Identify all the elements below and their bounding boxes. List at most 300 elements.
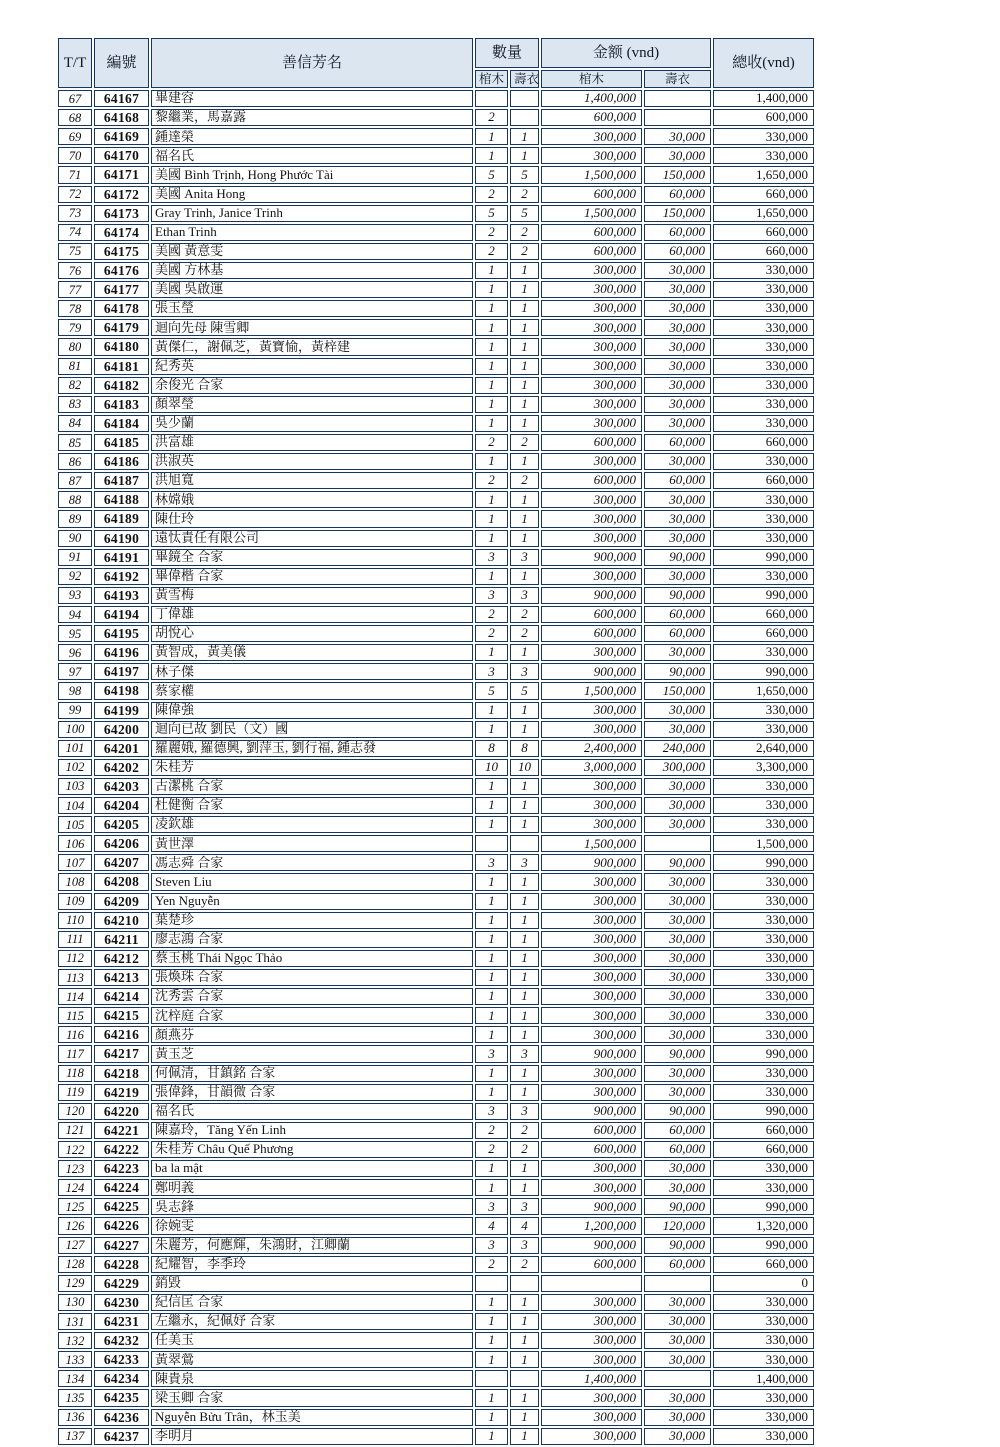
row-index-cell: 81: [58, 358, 92, 375]
qty-coffin-cell: 1: [475, 1332, 508, 1349]
table-row: [58, 549, 814, 566]
table-row: [58, 262, 814, 279]
qty-shroud-cell: 2: [510, 1122, 539, 1139]
qty-coffin-cell: 3: [475, 1198, 508, 1215]
amt-shroud-cell: 30,000: [644, 873, 711, 890]
qty-coffin-cell: 1: [475, 128, 508, 145]
donor-name-cell: 美國 方林基: [151, 262, 473, 279]
row-index-cell: 97: [58, 663, 92, 680]
amt-coffin-cell: 600,000: [541, 243, 642, 260]
donor-code-cell: 64199: [94, 702, 149, 719]
donor-name-cell: 黃世澤: [151, 835, 473, 852]
qty-shroud-cell: [510, 835, 539, 852]
row-index-cell: 132: [58, 1332, 92, 1349]
donor-code-cell: 64202: [94, 759, 149, 776]
qty-coffin-cell: 1: [475, 262, 508, 279]
qty-shroud-cell: 3: [510, 549, 539, 566]
amt-shroud-cell: 60,000: [644, 434, 711, 451]
total-cell: 990,000: [713, 1045, 814, 1062]
table-row: [58, 988, 814, 1005]
row-index-cell: 75: [58, 243, 92, 260]
qty-coffin-cell: 1: [475, 1389, 508, 1406]
amt-coffin-cell: 300,000: [541, 797, 642, 814]
amt-coffin-cell: 1,500,000: [541, 166, 642, 183]
amt-coffin-cell: [541, 1275, 642, 1292]
table-row: [58, 166, 814, 183]
donor-code-cell: 64222: [94, 1141, 149, 1158]
total-cell: 330,000: [713, 797, 814, 814]
qty-coffin-cell: 1: [475, 1409, 508, 1426]
amt-coffin-cell: 300,000: [541, 568, 642, 585]
donor-code-cell: 64175: [94, 243, 149, 260]
qty-shroud-cell: 1: [510, 644, 539, 661]
row-index-cell: 94: [58, 606, 92, 623]
table-row: [58, 205, 814, 222]
qty-coffin-cell: 1: [475, 1294, 508, 1311]
table-row: [58, 1370, 814, 1387]
qty-shroud-cell: 1: [510, 510, 539, 527]
donor-name-cell: 畢偉楷 合家: [151, 568, 473, 585]
amt-coffin-cell: 300,000: [541, 778, 642, 795]
table-row: [58, 1007, 814, 1024]
total-cell: 990,000: [713, 1237, 814, 1254]
qty-coffin-cell: 1: [475, 912, 508, 929]
amt-coffin-cell: 300,000: [541, 530, 642, 547]
table-row: [58, 453, 814, 470]
donor-code-cell: 64190: [94, 530, 149, 547]
amt-shroud-cell: 30,000: [644, 893, 711, 910]
col-header-tt: T/T: [58, 38, 92, 88]
amt-shroud-cell: 30,000: [644, 1294, 711, 1311]
amt-coffin-cell: 300,000: [541, 816, 642, 833]
donor-code-cell: 64207: [94, 854, 149, 871]
row-index-cell: 116: [58, 1026, 92, 1043]
amt-shroud-cell: 30,000: [644, 300, 711, 317]
donor-name-cell: Nguyễn Bửu Trân，林玉美: [151, 1409, 473, 1426]
row-index-cell: 85: [58, 434, 92, 451]
qty-shroud-cell: 3: [510, 587, 539, 604]
total-cell: 330,000: [713, 128, 814, 145]
table-row: [58, 491, 814, 508]
donor-name-cell: 葉楚珍: [151, 912, 473, 929]
donor-code-cell: 64205: [94, 816, 149, 833]
amt-coffin-cell: 1,400,000: [541, 90, 642, 107]
qty-shroud-cell: 1: [510, 1409, 539, 1426]
table-row: [58, 510, 814, 527]
qty-shroud-cell: 1: [510, 912, 539, 929]
row-index-cell: 100: [58, 721, 92, 738]
donor-name-cell: 鄭明義: [151, 1179, 473, 1196]
total-cell: 330,000: [713, 281, 814, 298]
table-row: [58, 1313, 814, 1330]
qty-shroud-cell: 1: [510, 1007, 539, 1024]
qty-shroud-cell: 2: [510, 224, 539, 241]
total-cell: 330,000: [713, 568, 814, 585]
amt-shroud-cell: 30,000: [644, 950, 711, 967]
row-index-cell: 101: [58, 740, 92, 757]
donor-name-cell: 古潔桃 合家: [151, 778, 473, 795]
donor-name-cell: 蔡家權: [151, 682, 473, 699]
amt-shroud-cell: 30,000: [644, 1332, 711, 1349]
amt-coffin-cell: 300,000: [541, 1160, 642, 1177]
qty-shroud-cell: 1: [510, 338, 539, 355]
table-row: [58, 224, 814, 241]
qty-shroud-cell: 1: [510, 415, 539, 432]
table-row: [58, 912, 814, 929]
amt-shroud-cell: 240,000: [644, 740, 711, 757]
donor-code-cell: 64181: [94, 358, 149, 375]
row-index-cell: 102: [58, 759, 92, 776]
table-row: [58, 300, 814, 317]
amt-shroud-cell: [644, 835, 711, 852]
qty-shroud-cell: 1: [510, 147, 539, 164]
total-cell: 990,000: [713, 854, 814, 871]
row-index-cell: 110: [58, 912, 92, 929]
amt-shroud-cell: [644, 90, 711, 107]
qty-coffin-cell: 1: [475, 300, 508, 317]
total-cell: 1,400,000: [713, 90, 814, 107]
donor-code-cell: 64169: [94, 128, 149, 145]
table-row: [58, 663, 814, 680]
row-index-cell: 73: [58, 205, 92, 222]
qty-shroud-cell: [510, 1370, 539, 1387]
amt-coffin-cell: 300,000: [541, 644, 642, 661]
qty-shroud-cell: 1: [510, 1084, 539, 1101]
table-row: [58, 568, 814, 585]
donor-code-cell: 64237: [94, 1428, 149, 1445]
amt-shroud-cell: 30,000: [644, 568, 711, 585]
qty-coffin-cell: 1: [475, 147, 508, 164]
row-index-cell: 128: [58, 1256, 92, 1273]
amt-coffin-cell: 300,000: [541, 1332, 642, 1349]
table-row: [58, 1045, 814, 1062]
amt-shroud-cell: 30,000: [644, 1389, 711, 1406]
donor-name-cell: 馮志舜 合家: [151, 854, 473, 871]
donor-name-cell: 李明月: [151, 1428, 473, 1445]
donor-code-cell: 64182: [94, 377, 149, 394]
amt-coffin-cell: 900,000: [541, 1045, 642, 1062]
qty-shroud-cell: 2: [510, 472, 539, 489]
donor-code-cell: 64224: [94, 1179, 149, 1196]
donation-ledger-table: [56, 36, 816, 1447]
total-cell: 1,650,000: [713, 166, 814, 183]
donor-code-cell: 64232: [94, 1332, 149, 1349]
total-cell: 330,000: [713, 1084, 814, 1101]
total-cell: 660,000: [713, 1256, 814, 1273]
donor-name-cell: 洪富雄: [151, 434, 473, 451]
donor-code-cell: 64203: [94, 778, 149, 795]
amt-shroud-cell: 30,000: [644, 281, 711, 298]
row-index-cell: 112: [58, 950, 92, 967]
qty-coffin-cell: 1: [475, 1179, 508, 1196]
donor-code-cell: 64214: [94, 988, 149, 1005]
qty-shroud-cell: 1: [510, 721, 539, 738]
total-cell: 330,000: [713, 931, 814, 948]
table-row: [58, 1351, 814, 1368]
donor-name-cell: 羅麗娥, 羅德興, 劉萍玉, 劉行福, 鍾志發: [151, 740, 473, 757]
total-cell: 330,000: [713, 702, 814, 719]
total-cell: 330,000: [713, 1007, 814, 1024]
qty-shroud-cell: 1: [510, 568, 539, 585]
amt-coffin-cell: 300,000: [541, 1065, 642, 1082]
table-row: [58, 893, 814, 910]
total-cell: 660,000: [713, 186, 814, 203]
total-cell: 330,000: [713, 415, 814, 432]
total-cell: 330,000: [713, 530, 814, 547]
donor-code-cell: 64193: [94, 587, 149, 604]
table-row: [58, 1256, 814, 1273]
donor-name-cell: 黃雪梅: [151, 587, 473, 604]
amt-shroud-cell: 150,000: [644, 205, 711, 222]
table-row: [58, 186, 814, 203]
total-cell: 660,000: [713, 224, 814, 241]
table-row: [58, 1237, 814, 1254]
amt-shroud-cell: 30,000: [644, 1007, 711, 1024]
col-header-total: 總收(vnd): [713, 38, 814, 88]
qty-coffin-cell: 2: [475, 1122, 508, 1139]
amt-shroud-cell: 30,000: [644, 912, 711, 929]
donor-name-cell: 紀秀英: [151, 358, 473, 375]
donor-code-cell: 64177: [94, 281, 149, 298]
amt-shroud-cell: 300,000: [644, 759, 711, 776]
table-row: [58, 377, 814, 394]
qty-shroud-cell: 3: [510, 1045, 539, 1062]
row-index-cell: 126: [58, 1217, 92, 1234]
total-cell: 990,000: [713, 1103, 814, 1120]
amt-coffin-cell: 300,000: [541, 1026, 642, 1043]
amt-coffin-cell: 1,500,000: [541, 682, 642, 699]
total-cell: 330,000: [713, 262, 814, 279]
table-row: [58, 644, 814, 661]
amt-shroud-cell: 30,000: [644, 510, 711, 527]
total-cell: 1,500,000: [713, 835, 814, 852]
donor-name-cell: ba la mật: [151, 1160, 473, 1177]
donor-code-cell: 64185: [94, 434, 149, 451]
table-row: [58, 1332, 814, 1349]
qty-coffin-cell: [475, 1370, 508, 1387]
qty-shroud-cell: 2: [510, 1141, 539, 1158]
donor-name-cell: 迴向先母 陳雪卿: [151, 319, 473, 336]
row-index-cell: 68: [58, 109, 92, 126]
donor-code-cell: 64211: [94, 931, 149, 948]
qty-shroud-cell: 3: [510, 663, 539, 680]
donor-code-cell: 64176: [94, 262, 149, 279]
donor-code-cell: 64171: [94, 166, 149, 183]
qty-shroud-cell: 8: [510, 740, 539, 757]
qty-coffin-cell: 1: [475, 721, 508, 738]
qty-shroud-cell: 1: [510, 1160, 539, 1177]
amt-shroud-cell: 30,000: [644, 1428, 711, 1445]
table-row: [58, 1294, 814, 1311]
qty-coffin-cell: 1: [475, 797, 508, 814]
qty-coffin-cell: 3: [475, 549, 508, 566]
row-index-cell: 76: [58, 262, 92, 279]
qty-shroud-cell: 1: [510, 262, 539, 279]
col-subheader-amt-shroud: 壽衣: [644, 70, 711, 88]
amt-shroud-cell: 30,000: [644, 1026, 711, 1043]
qty-coffin-cell: 2: [475, 186, 508, 203]
amt-shroud-cell: 30,000: [644, 969, 711, 986]
amt-coffin-cell: 900,000: [541, 1198, 642, 1215]
table-row: [58, 816, 814, 833]
amt-coffin-cell: 300,000: [541, 510, 642, 527]
donor-name-cell: 美國 Bình Trịnh, Hong Phước Tài: [151, 166, 473, 183]
total-cell: 330,000: [713, 1428, 814, 1445]
donor-name-cell: 張玉瑩: [151, 300, 473, 317]
qty-coffin-cell: 8: [475, 740, 508, 757]
amt-coffin-cell: 300,000: [541, 1084, 642, 1101]
amt-coffin-cell: 300,000: [541, 377, 642, 394]
amt-shroud-cell: 30,000: [644, 415, 711, 432]
qty-coffin-cell: 2: [475, 472, 508, 489]
amt-coffin-cell: 300,000: [541, 1409, 642, 1426]
qty-coffin-cell: 1: [475, 491, 508, 508]
qty-shroud-cell: 2: [510, 606, 539, 623]
row-index-cell: 69: [58, 128, 92, 145]
total-cell: 330,000: [713, 396, 814, 413]
amt-shroud-cell: 30,000: [644, 358, 711, 375]
amt-shroud-cell: 30,000: [644, 530, 711, 547]
amt-coffin-cell: 300,000: [541, 1351, 642, 1368]
donor-name-cell: 林子傑: [151, 663, 473, 680]
amt-coffin-cell: 300,000: [541, 319, 642, 336]
amt-coffin-cell: 300,000: [541, 1313, 642, 1330]
donor-name-cell: 紀耀智，李季玲: [151, 1256, 473, 1273]
qty-coffin-cell: 1: [475, 969, 508, 986]
qty-coffin-cell: 1: [475, 338, 508, 355]
amt-coffin-cell: 300,000: [541, 702, 642, 719]
amt-shroud-cell: 30,000: [644, 128, 711, 145]
donor-code-cell: 64213: [94, 969, 149, 986]
donor-code-cell: 64235: [94, 1389, 149, 1406]
row-index-cell: 133: [58, 1351, 92, 1368]
donor-name-cell: 朱桂芳: [151, 759, 473, 776]
qty-coffin-cell: 2: [475, 625, 508, 642]
row-index-cell: 96: [58, 644, 92, 661]
donor-name-cell: Yen Nguyễn: [151, 893, 473, 910]
total-cell: 3,300,000: [713, 759, 814, 776]
table-row: [58, 1179, 814, 1196]
total-cell: 330,000: [713, 300, 814, 317]
qty-shroud-cell: 1: [510, 950, 539, 967]
total-cell: 0: [713, 1275, 814, 1292]
qty-coffin-cell: 1: [475, 1065, 508, 1082]
donor-code-cell: 64183: [94, 396, 149, 413]
table-row: [58, 721, 814, 738]
qty-shroud-cell: [510, 90, 539, 107]
total-cell: 1,320,000: [713, 1217, 814, 1234]
table-row: [58, 606, 814, 623]
row-index-cell: 79: [58, 319, 92, 336]
donor-code-cell: 64210: [94, 912, 149, 929]
row-index-cell: 108: [58, 873, 92, 890]
col-header-code: 編號: [94, 38, 149, 88]
donor-name-cell: 林嫦娥: [151, 491, 473, 508]
qty-shroud-cell: 1: [510, 778, 539, 795]
row-index-cell: 87: [58, 472, 92, 489]
qty-coffin-cell: 3: [475, 587, 508, 604]
donor-name-cell: 胡悅心: [151, 625, 473, 642]
donor-name-cell: 銷毀: [151, 1275, 473, 1292]
row-index-cell: 70: [58, 147, 92, 164]
amt-shroud-cell: 30,000: [644, 778, 711, 795]
table-row: [58, 396, 814, 413]
donor-name-cell: 福名氏: [151, 147, 473, 164]
amt-shroud-cell: 30,000: [644, 931, 711, 948]
donor-code-cell: 64228: [94, 1256, 149, 1273]
donor-name-cell: 黃智成，黃美儀: [151, 644, 473, 661]
row-index-cell: 136: [58, 1409, 92, 1426]
row-index-cell: 90: [58, 530, 92, 547]
row-index-cell: 72: [58, 186, 92, 203]
col-header-name: 善信芳名: [151, 38, 473, 88]
table-row: [58, 1141, 814, 1158]
qty-coffin-cell: 1: [475, 510, 508, 527]
donor-name-cell: 沈梓庭 合家: [151, 1007, 473, 1024]
amt-shroud-cell: 90,000: [644, 854, 711, 871]
qty-coffin-cell: 1: [475, 568, 508, 585]
amt-coffin-cell: 600,000: [541, 1141, 642, 1158]
amt-coffin-cell: 600,000: [541, 1256, 642, 1273]
amt-shroud-cell: [644, 1275, 711, 1292]
qty-coffin-cell: 1: [475, 873, 508, 890]
qty-coffin-cell: 3: [475, 854, 508, 871]
qty-shroud-cell: 1: [510, 281, 539, 298]
row-index-cell: 111: [58, 931, 92, 948]
table-row: [58, 778, 814, 795]
qty-coffin-cell: 1: [475, 453, 508, 470]
qty-coffin-cell: 1: [475, 644, 508, 661]
amt-shroud-cell: 90,000: [644, 1103, 711, 1120]
donor-code-cell: 64178: [94, 300, 149, 317]
table-row: [58, 128, 814, 145]
qty-shroud-cell: 1: [510, 530, 539, 547]
row-index-cell: 124: [58, 1179, 92, 1196]
table-row: [58, 873, 814, 890]
amt-coffin-cell: 300,000: [541, 1389, 642, 1406]
donor-name-cell: 陳偉強: [151, 702, 473, 719]
table-row: [58, 1275, 814, 1292]
amt-coffin-cell: 900,000: [541, 587, 642, 604]
amt-coffin-cell: 600,000: [541, 625, 642, 642]
donor-name-cell: 福名氏: [151, 1103, 473, 1120]
donor-name-cell: 黃翠鶯: [151, 1351, 473, 1368]
donor-code-cell: 64180: [94, 338, 149, 355]
qty-coffin-cell: 2: [475, 243, 508, 260]
qty-coffin-cell: 3: [475, 1045, 508, 1062]
amt-shroud-cell: 60,000: [644, 224, 711, 241]
qty-shroud-cell: 1: [510, 1065, 539, 1082]
amt-coffin-cell: 600,000: [541, 472, 642, 489]
amt-coffin-cell: 300,000: [541, 893, 642, 910]
row-index-cell: 125: [58, 1198, 92, 1215]
total-cell: 1,650,000: [713, 682, 814, 699]
amt-coffin-cell: 600,000: [541, 186, 642, 203]
qty-coffin-cell: 2: [475, 434, 508, 451]
table-row: [58, 835, 814, 852]
qty-coffin-cell: 1: [475, 931, 508, 948]
row-index-cell: 119: [58, 1084, 92, 1101]
donor-code-cell: 64227: [94, 1237, 149, 1254]
donor-code-cell: 64229: [94, 1275, 149, 1292]
amt-coffin-cell: 300,000: [541, 912, 642, 929]
row-index-cell: 104: [58, 797, 92, 814]
qty-shroud-cell: 1: [510, 893, 539, 910]
donor-code-cell: 64236: [94, 1409, 149, 1426]
total-cell: 330,000: [713, 950, 814, 967]
amt-shroud-cell: 60,000: [644, 186, 711, 203]
table-header: [58, 38, 814, 88]
